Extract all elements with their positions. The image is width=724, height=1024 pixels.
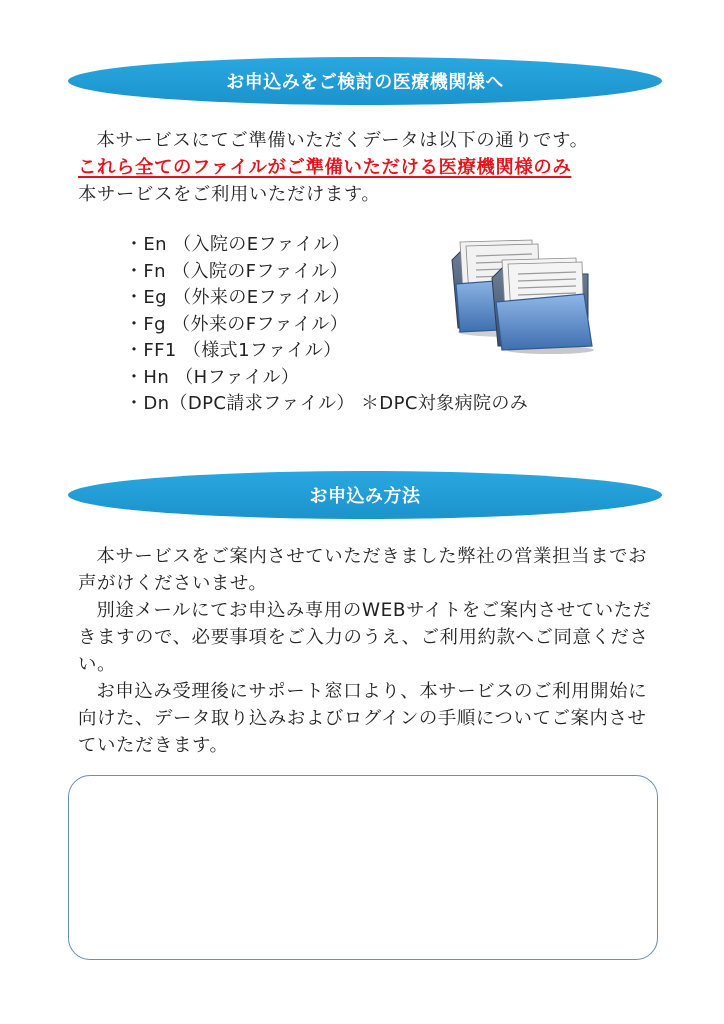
- section-header-application: [68, 471, 662, 519]
- paragraph: 本サービスをご案内させていただきました弊社の営業担当までお声がけくださいませ。: [78, 546, 648, 594]
- intro-line: 本サービスにてご準備いただくデータは以下の通りです。: [96, 130, 589, 151]
- intro-highlight-text: これら全てのファイルがご準備いただける医療機関様のみ: [78, 157, 572, 178]
- empty-contact-box: [68, 775, 658, 960]
- list-item: ・Fg （外来のFファイル）: [125, 313, 349, 335]
- section-title: お申込み方法: [309, 486, 421, 507]
- list-item: ・Dn（DPC請求ファイル） ＊DPC対象病院のみ: [125, 393, 529, 414]
- paragraph: 別途メールにてお申込み専用のWEBサイトをご案内させていただきますので、必要事項をご入力のうえ、ご利用約款へご同意ください。: [78, 600, 652, 675]
- list-item: ・Hn （Hファイル）: [125, 366, 300, 388]
- list-item: ・Eg （外来のEファイル）: [125, 287, 351, 308]
- intro-paragraph: [78, 127, 658, 208]
- intro-highlight: [78, 154, 658, 181]
- application-method-text: [78, 543, 658, 759]
- folder-documents-icon: [448, 236, 596, 354]
- intro-line: 本サービスをご利用いただけます。: [78, 184, 381, 205]
- section-title: お申込みをご検討の医療機関様へ: [226, 72, 504, 93]
- paragraph: お申込み受理後にサポート窓口より、本サービスのご利用開始に向けた、データ取り込みおよびログインの手順についてご案内させていただきます。: [78, 681, 648, 756]
- section-header-consideration: [68, 57, 662, 105]
- list-item: ・FF1 （様式1ファイル）: [125, 340, 342, 361]
- list-item: ・Fn （入院のFファイル）: [125, 260, 349, 282]
- list-item: ・En （入院のEファイル）: [125, 234, 351, 255]
